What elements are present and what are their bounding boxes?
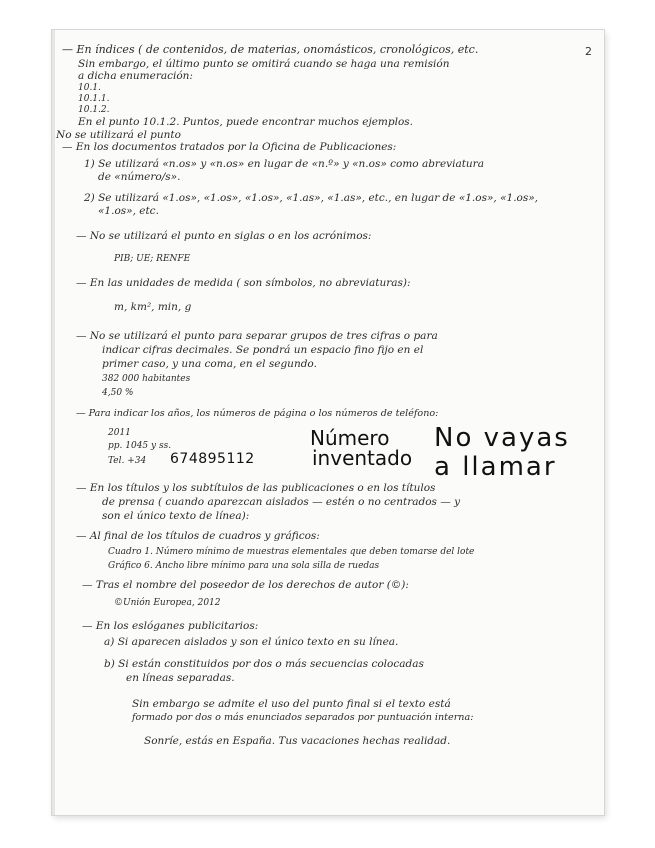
text-line: 2) Se utilizará «1.os», «1.os», «1.os», «1.as», «1.as», etc., en lugar de «1.os», «1.os», xyxy=(84,192,538,204)
text-line: — En índices ( de contenidos, de materias, onomásticos, cronológicos, etc. xyxy=(62,43,479,56)
text-line: Sin embargo se admite el uso del punto final si el texto está xyxy=(132,698,451,710)
text-line: — En los documentos tratados por la Oficina de Publicaciones: xyxy=(62,141,397,153)
text-line: de «número/s». xyxy=(98,171,181,183)
text-line: indicar cifras decimales. Se pondrá un espacio fino fijo en el xyxy=(102,344,424,356)
text-line: — No se utilizará el punto para separar grupos de tres cifras o para xyxy=(76,330,438,342)
text-line: No se utilizará el punto xyxy=(56,129,181,141)
text-line: Sonríe, estás en España. Tus vacaciones hechas realidad. xyxy=(144,735,451,747)
text-line: en líneas separadas. xyxy=(126,672,235,684)
text-line: de prensa ( cuando aparezcan aislados — estén o no centrados — y xyxy=(102,496,461,508)
handwritten-page xyxy=(52,30,604,815)
annotation-inventado: inventado xyxy=(312,446,413,470)
text-line: pp. 1045 y ss. xyxy=(108,441,172,451)
text-line: «1.os», etc. xyxy=(98,205,159,217)
text-line: m, km², min, g xyxy=(114,301,192,313)
annotation-numero: Número xyxy=(310,426,390,450)
text-line: Gráfico 6. Ancho libre mínimo para una sola silla de ruedas xyxy=(108,561,380,571)
text-line: — Al final de los títulos de cuadros y gráficos: xyxy=(76,530,320,542)
text-line: b) Si están constituidos por dos o más secuencias colocadas xyxy=(104,658,424,670)
text-line: ©Unión Europea, 2012 xyxy=(114,598,221,608)
text-line: 382 000 habitantes xyxy=(102,374,191,384)
text-line: 10.1.2. xyxy=(78,105,110,115)
text-line: — En los títulos y los subtítulos de las publicaciones o en los títulos xyxy=(76,482,436,494)
text-line: a) Si aparecen aislados y son el único texto en su línea. xyxy=(104,636,399,648)
text-line: 10.1. xyxy=(78,83,101,93)
text-line: — En los eslóganes publicitarios: xyxy=(82,620,259,632)
text-line: son el único texto de línea): xyxy=(102,510,250,522)
text-line: PIB; UE; RENFE xyxy=(114,254,191,264)
text-line: — Para indicar los años, los números de página o los números de teléfono: xyxy=(76,408,439,419)
text-line: — No se utilizará el punto en siglas o en los acrónimos: xyxy=(76,230,372,242)
page-edge xyxy=(52,30,55,815)
text-line: 10.1.1. xyxy=(78,94,110,104)
text-line: — Tras el nombre del poseedor de los derechos de autor (©): xyxy=(82,579,409,591)
text-line: 2011 xyxy=(108,428,131,438)
text-line: Cuadro 1. Número mínimo de muestras elementales que deben tomarse del lote xyxy=(108,547,475,557)
text-line: — En las unidades de medida ( son símbolos, no abreviaturas): xyxy=(76,277,411,289)
annotation-no-vayas: No vayas xyxy=(434,423,570,453)
text-line: 4,50 % xyxy=(102,388,134,398)
text-line: 1) Se utilizará «n.os» y «n.os» en lugar de «n.º» y «n.os» como abreviatura xyxy=(84,158,484,170)
annotation-a-llamar: a llamar xyxy=(434,452,557,482)
text-line: formado por dos o más enunciados separados por puntuación interna: xyxy=(132,712,474,723)
text-line: Tel. +34 xyxy=(108,456,147,466)
text-line: primer caso, y una coma, en el segundo. xyxy=(102,358,317,370)
text-line: En el punto 10.1.2. Puntos, puede encontrar muchos ejemplos. xyxy=(78,116,414,128)
text-line: Sin embargo, el último punto se omitirá cuando se haga una remisión xyxy=(78,58,450,70)
page-number: 2 xyxy=(585,45,592,58)
text-line: a dicha enumeración: xyxy=(78,70,193,82)
phone-number: 674895112 xyxy=(170,451,255,467)
